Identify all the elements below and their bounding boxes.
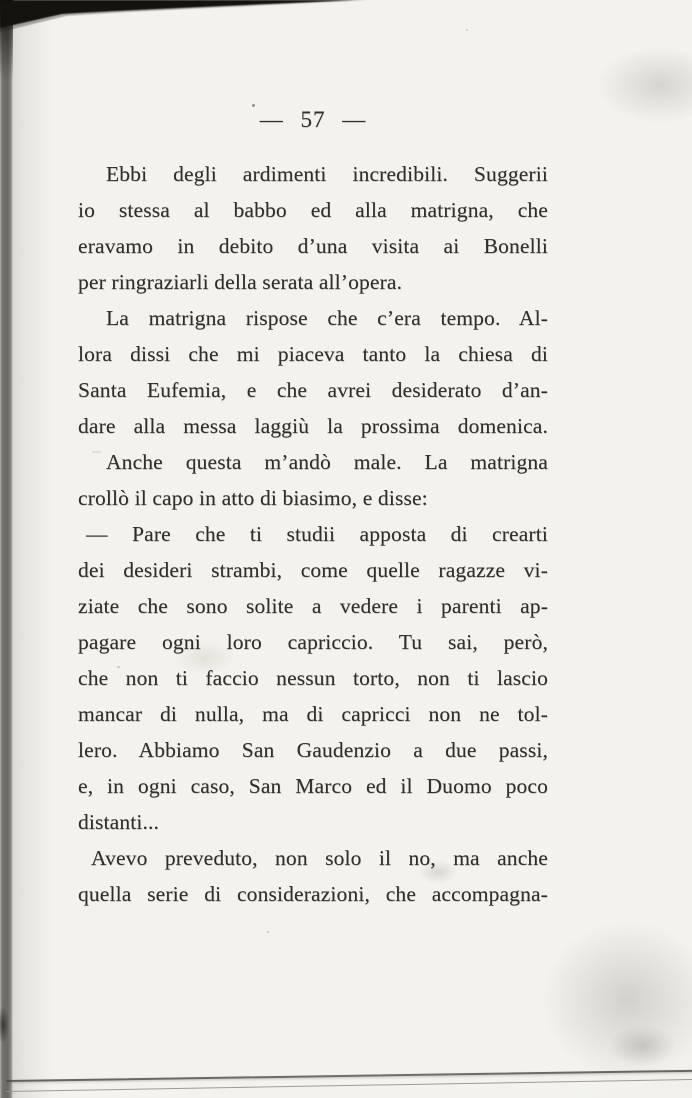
scan-speck [267,931,269,933]
paragraph-5 [78,840,548,912]
text-line: Anche questa m’andò male. La matrigna [106,450,548,474]
text-line: mancar di nulla, ma di capricci non ne tol- [78,702,548,726]
text-line: Ebbi degli ardimenti incredibili. Suggerii [106,162,548,186]
text-line: che non ti faccio nessun torto, non ti lascio [78,666,548,690]
text-line: e, in ogni caso, San Marco ed il Duomo poco [78,774,548,798]
text-line: ziate che sono solite a vedere i parenti ap- [78,594,548,618]
text-line: pagare ogni loro capriccio. Tu sai, però, [78,630,548,654]
text-line: dei desideri strambi, come quelle ragazze vi- [78,558,548,582]
text-line: La matrigna rispose che c’era tempo. Al- [106,306,548,330]
paragraph-2 [78,300,548,444]
text-line: io stessa al babbo ed alla matrigna, che [78,198,548,222]
text-line: per ringraziarli della serata all’opera. [78,270,403,294]
text-line: dare alla messa laggiù la prossima domenica. [78,414,548,438]
paragraph-1 [78,156,548,300]
paragraph-4-dialogue [78,516,548,840]
text-line: lero. Abbiamo San Gaudenzio a due passi, [78,738,548,762]
scan-spine-edge [0,0,13,1098]
text-line: Santa Eufemia, e che avrei desiderato d’an- [78,378,548,402]
text-line: distanti... [78,810,160,834]
text-line: crollò il capo in atto di biasimo, e disse: [78,486,428,510]
scan-bottom-edge-line-2 [6,1079,692,1092]
page-text [78,156,548,912]
scan-top-edge [0,0,372,36]
text-line: Avevo preveduto, non solo il no, ma anche [91,846,548,870]
text-line: — Pare che ti studii apposta di crearti [86,522,548,546]
page-number: — 57 — [259,107,367,132]
text-line: eravamo in debito d’una visita ai Bonelli [78,234,548,258]
text-line: quella serie di considerazioni, che accompagna- [78,882,548,906]
scan-speck [466,29,468,31]
text-line: lora dissi che mi piaceva tanto la chiesa di [78,342,548,366]
paragraph-3 [78,444,548,516]
